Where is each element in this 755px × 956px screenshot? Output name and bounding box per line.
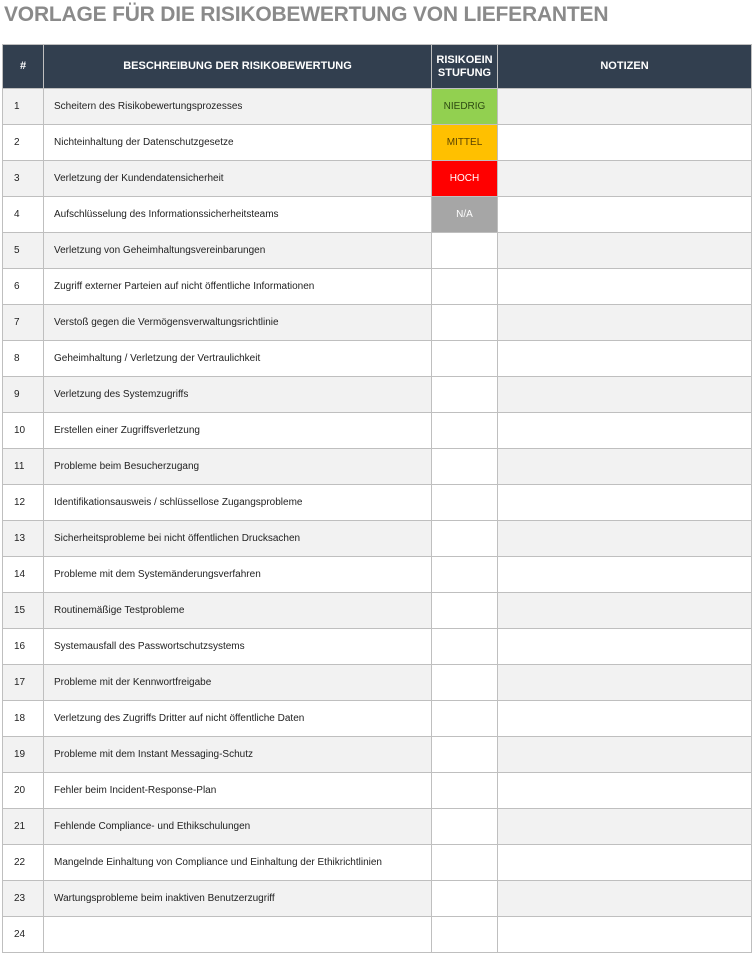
row-notes[interactable]	[498, 881, 752, 917]
table-row	[3, 377, 752, 413]
row-number: 8	[3, 341, 44, 377]
row-number: 1	[3, 89, 44, 125]
row-description[interactable]: Geheimhaltung / Verletzung der Vertraulichkeit	[44, 341, 432, 377]
table-header-row	[3, 45, 752, 89]
row-risk-rating[interactable]	[432, 665, 498, 701]
row-notes[interactable]	[498, 233, 752, 269]
table-row	[3, 593, 752, 629]
row-notes[interactable]	[498, 413, 752, 449]
row-description[interactable]: Verletzung des Systemzugriffs	[44, 377, 432, 413]
row-description[interactable]	[44, 917, 432, 953]
row-notes[interactable]	[498, 305, 752, 341]
row-description[interactable]: Probleme beim Besucherzugang	[44, 449, 432, 485]
row-risk-rating[interactable]	[432, 485, 498, 521]
table-row	[3, 161, 752, 197]
row-description[interactable]: Fehler beim Incident-Response-Plan	[44, 773, 432, 809]
table-row	[3, 125, 752, 161]
row-risk-rating[interactable]	[432, 593, 498, 629]
table-row	[3, 197, 752, 233]
row-risk-rating[interactable]	[432, 377, 498, 413]
row-description[interactable]: Identifikationsausweis / schlüssellose Zugangsprobleme	[44, 485, 432, 521]
row-description[interactable]: Probleme mit dem Systemänderungsverfahren	[44, 557, 432, 593]
table-row	[3, 737, 752, 773]
row-notes[interactable]	[498, 629, 752, 665]
row-number: 24	[3, 917, 44, 953]
row-risk-rating[interactable]: NIEDRIG	[432, 89, 498, 125]
table-row	[3, 629, 752, 665]
table-row	[3, 305, 752, 341]
table-row	[3, 89, 752, 125]
row-number: 17	[3, 665, 44, 701]
row-notes[interactable]	[498, 701, 752, 737]
row-description[interactable]: Scheitern des Risikobewertungsprozesses	[44, 89, 432, 125]
table-row	[3, 557, 752, 593]
table-row	[3, 809, 752, 845]
row-risk-rating[interactable]	[432, 773, 498, 809]
row-number: 12	[3, 485, 44, 521]
row-description[interactable]: Erstellen einer Zugriffsverletzung	[44, 413, 432, 449]
row-risk-rating[interactable]	[432, 629, 498, 665]
row-risk-rating[interactable]	[432, 413, 498, 449]
row-notes[interactable]	[498, 521, 752, 557]
row-description[interactable]: Nichteinhaltung der Datenschutzgesetze	[44, 125, 432, 161]
table-row	[3, 485, 752, 521]
row-number: 13	[3, 521, 44, 557]
row-risk-rating[interactable]	[432, 881, 498, 917]
table-row	[3, 845, 752, 881]
row-description[interactable]: Wartungsprobleme beim inaktiven Benutzerzugriff	[44, 881, 432, 917]
row-description[interactable]: Routinemäßige Testprobleme	[44, 593, 432, 629]
header-number: #	[3, 45, 44, 89]
table-row	[3, 233, 752, 269]
row-risk-rating[interactable]	[432, 917, 498, 953]
row-number: 5	[3, 233, 44, 269]
row-notes[interactable]	[498, 809, 752, 845]
row-notes[interactable]	[498, 845, 752, 881]
row-risk-rating[interactable]: N/A	[432, 197, 498, 233]
row-notes[interactable]	[498, 161, 752, 197]
row-description[interactable]: Verletzung der Kundendatensicherheit	[44, 161, 432, 197]
row-risk-rating[interactable]	[432, 845, 498, 881]
row-notes[interactable]	[498, 269, 752, 305]
table-body	[3, 89, 752, 953]
table-row	[3, 269, 752, 305]
row-risk-rating[interactable]	[432, 809, 498, 845]
row-description[interactable]: Verletzung des Zugriffs Dritter auf nicht öffentliche Daten	[44, 701, 432, 737]
row-number: 15	[3, 593, 44, 629]
row-risk-rating[interactable]	[432, 521, 498, 557]
row-notes[interactable]	[498, 197, 752, 233]
row-notes[interactable]	[498, 557, 752, 593]
row-risk-rating[interactable]: MITTEL	[432, 125, 498, 161]
row-number: 7	[3, 305, 44, 341]
risk-assessment-table	[2, 44, 752, 953]
row-notes[interactable]	[498, 773, 752, 809]
row-risk-rating[interactable]	[432, 233, 498, 269]
row-notes[interactable]	[498, 377, 752, 413]
row-risk-rating[interactable]	[432, 449, 498, 485]
row-risk-rating[interactable]: HOCH	[432, 161, 498, 197]
row-number: 10	[3, 413, 44, 449]
row-risk-rating[interactable]	[432, 557, 498, 593]
table-row	[3, 773, 752, 809]
row-number: 20	[3, 773, 44, 809]
row-description[interactable]: Probleme mit dem Instant Messaging-Schutz	[44, 737, 432, 773]
row-number: 14	[3, 557, 44, 593]
row-risk-rating[interactable]	[432, 737, 498, 773]
row-number: 11	[3, 449, 44, 485]
page-title: VORLAGE FÜR DIE RISIKOBEWERTUNG VON LIEFERANTEN	[4, 3, 609, 26]
row-description[interactable]: Probleme mit der Kennwortfreigabe	[44, 665, 432, 701]
table-row	[3, 521, 752, 557]
row-number: 6	[3, 269, 44, 305]
header-risk-rating: RISIKOEINSTUFUNG	[432, 45, 498, 89]
row-notes[interactable]	[498, 593, 752, 629]
row-number: 23	[3, 881, 44, 917]
row-number: 3	[3, 161, 44, 197]
row-number: 16	[3, 629, 44, 665]
row-number: 2	[3, 125, 44, 161]
row-description[interactable]: Verletzung von Geheimhaltungsvereinbarungen	[44, 233, 432, 269]
row-notes[interactable]	[498, 89, 752, 125]
row-risk-rating[interactable]	[432, 305, 498, 341]
table-row	[3, 665, 752, 701]
row-description[interactable]: Mangelnde Einhaltung von Compliance und Einhaltung der Ethikrichtlinien	[44, 845, 432, 881]
table-row	[3, 881, 752, 917]
row-risk-rating[interactable]	[432, 269, 498, 305]
row-description[interactable]: Aufschlüsselung des Informationssicherheitsteams	[44, 197, 432, 233]
row-number: 21	[3, 809, 44, 845]
table-row	[3, 341, 752, 377]
row-description[interactable]: Sicherheitsprobleme bei nicht öffentlichen Drucksachen	[44, 521, 432, 557]
row-notes[interactable]	[498, 737, 752, 773]
row-description[interactable]: Zugriff externer Parteien auf nicht öffentliche Informationen	[44, 269, 432, 305]
header-description: BESCHREIBUNG DER RISIKOBEWERTUNG	[44, 45, 432, 89]
row-number: 9	[3, 377, 44, 413]
row-notes[interactable]	[498, 665, 752, 701]
table-row	[3, 413, 752, 449]
row-description[interactable]: Fehlende Compliance- und Ethikschulungen	[44, 809, 432, 845]
row-number: 22	[3, 845, 44, 881]
row-number: 18	[3, 701, 44, 737]
row-notes[interactable]	[498, 485, 752, 521]
row-number: 4	[3, 197, 44, 233]
table-row	[3, 449, 752, 485]
row-notes[interactable]	[498, 341, 752, 377]
row-notes[interactable]	[498, 449, 752, 485]
row-description[interactable]: Systemausfall des Passwortschutzsystems	[44, 629, 432, 665]
table-row	[3, 917, 752, 953]
row-risk-rating[interactable]	[432, 701, 498, 737]
row-number: 19	[3, 737, 44, 773]
row-notes[interactable]	[498, 125, 752, 161]
row-description[interactable]: Verstoß gegen die Vermögensverwaltungsrichtlinie	[44, 305, 432, 341]
header-notes: NOTIZEN	[498, 45, 752, 89]
table-row	[3, 701, 752, 737]
row-risk-rating[interactable]	[432, 341, 498, 377]
row-notes[interactable]	[498, 917, 752, 953]
